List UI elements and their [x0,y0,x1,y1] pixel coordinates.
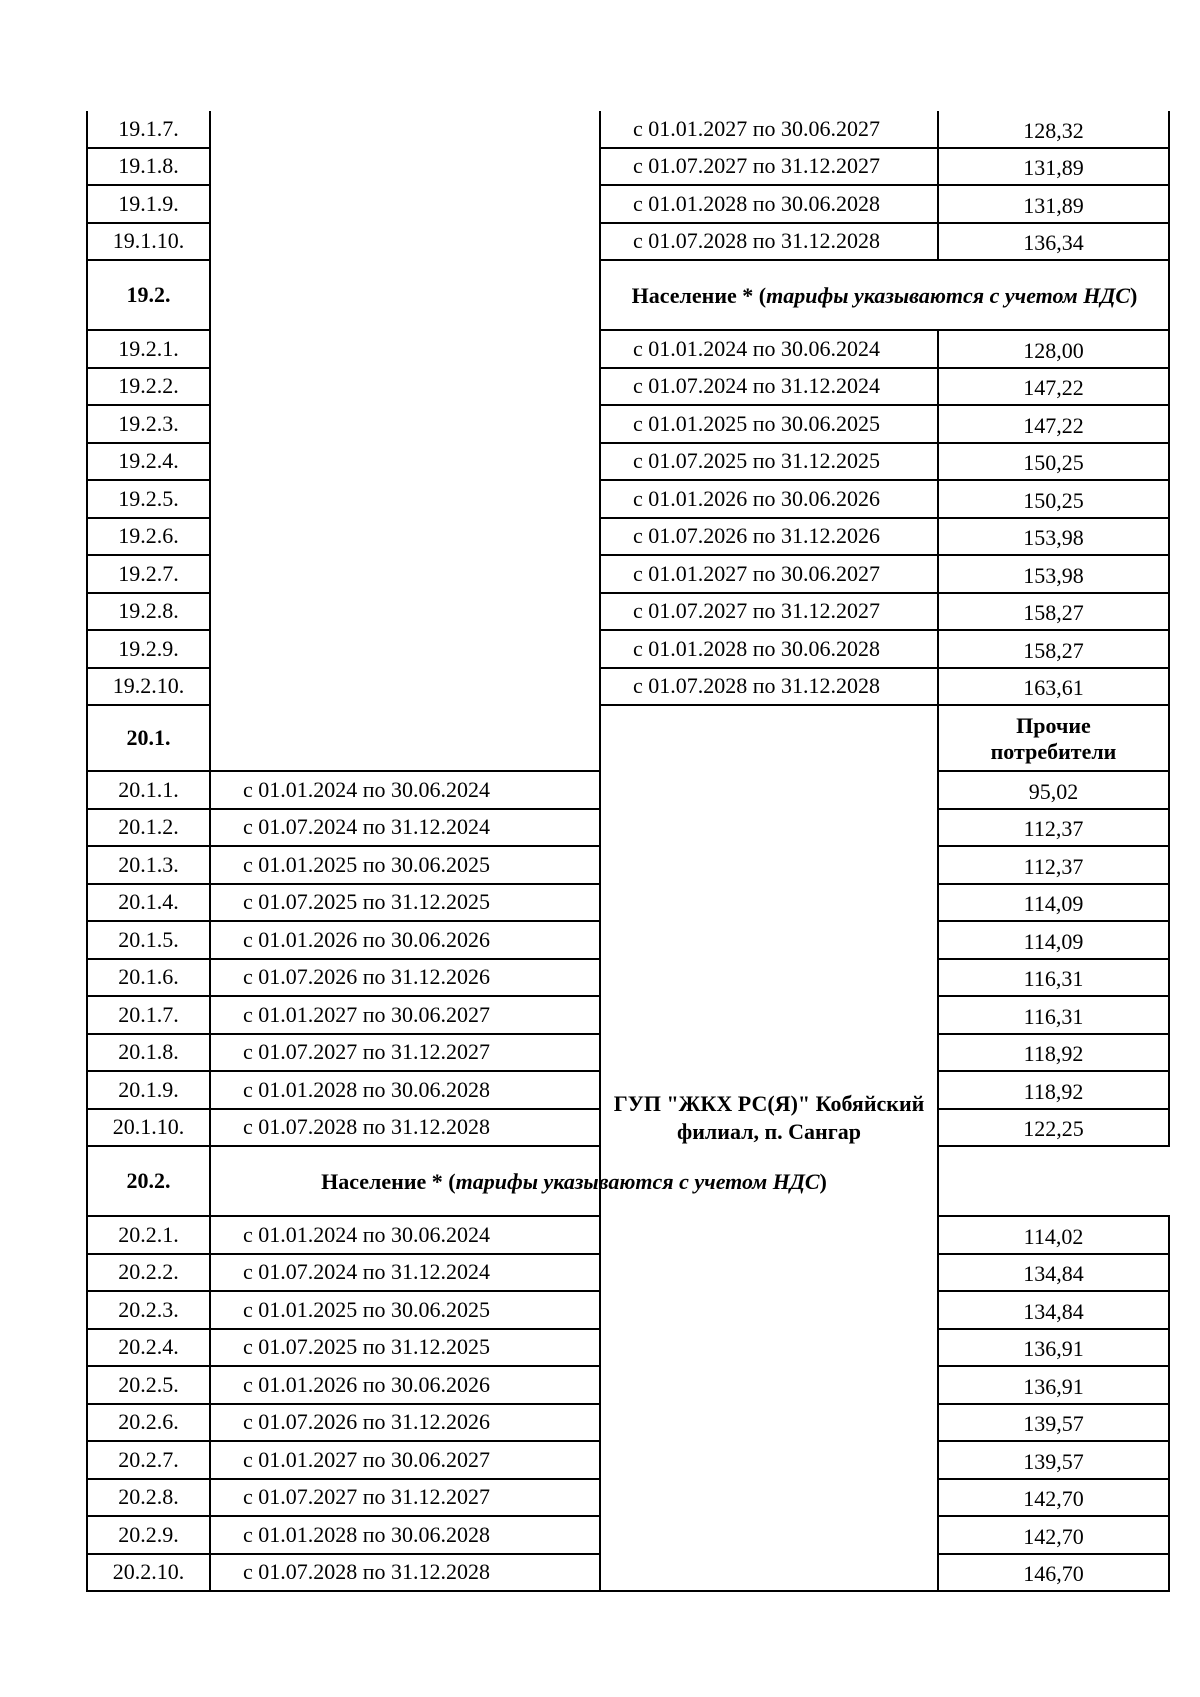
tariff-value: 147,22 [938,405,1169,443]
tariff-value: 131,89 [938,185,1169,223]
category-number: 20.1. [87,705,210,771]
row-number: 20.1.1. [87,771,210,809]
row-number: 20.1.7. [87,996,210,1034]
tariff-period: с 01.01.2027 по 30.06.2027 [210,1441,600,1479]
row-number: 19.1.7. [87,111,210,148]
row-number: 20.1.10. [87,1109,210,1147]
category-title-bold: Население * ( [321,1168,456,1194]
row-number: 20.2.3. [87,1291,210,1329]
tariff-value: 116,31 [938,996,1169,1034]
tariff-period: с 01.01.2027 по 30.06.2027 [600,555,938,593]
tariff-period: с 01.07.2025 по 31.12.2025 [210,1329,600,1367]
tariff-period: с 01.07.2025 по 31.12.2025 [210,884,600,922]
tariff-value: 134,84 [938,1291,1169,1329]
tariff-value: 116,31 [938,959,1169,997]
tariff-value: 142,70 [938,1479,1169,1517]
tariff-period: с 01.01.2026 по 30.06.2026 [600,480,938,518]
row-number: 20.2.2. [87,1254,210,1292]
category-title: Прочие потребители [938,705,1169,771]
tariff-value: 95,02 [938,771,1169,809]
row-number: 20.1.4. [87,884,210,922]
row-number: 19.2.8. [87,593,210,631]
organization-cell-top [210,111,600,771]
row-number: 19.2.10. [87,668,210,706]
row-number: 19.2.3. [87,405,210,443]
category-title-italic: тарифы указываются с учетом НДС [455,1168,820,1194]
category-title-bold: Население * ( [631,282,767,308]
tariff-value: 147,22 [938,368,1169,406]
row-number: 19.2.5. [87,480,210,518]
tariff-value: 136,91 [938,1366,1169,1404]
row-number: 20.2.5. [87,1366,210,1404]
category-number: 20.2. [87,1146,210,1216]
tariff-value: 131,89 [938,148,1169,186]
tariff-value: 136,34 [938,223,1169,261]
tariff-table [86,111,1170,1592]
tariff-value: 128,00 [938,330,1169,368]
row-number: 20.1.6. [87,959,210,997]
tariff-value: 139,57 [938,1404,1169,1442]
tariff-period: с 01.01.2025 по 30.06.2025 [600,405,938,443]
row-number: 19.2.2. [87,368,210,406]
tariff-value: 158,27 [938,593,1169,631]
row-number: 20.2.8. [87,1479,210,1517]
tariff-period: с 01.07.2026 по 31.12.2026 [210,959,600,997]
tariff-period: с 01.07.2024 по 31.12.2024 [210,1254,600,1292]
tariff-period: с 01.07.2028 по 31.12.2028 [210,1554,600,1592]
tariff-period: с 01.07.2024 по 31.12.2024 [600,368,938,406]
tariff-period: с 01.01.2024 по 30.06.2024 [210,771,600,809]
organization-name: ГУП "ЖКХ РС(Я)" Кобяйский филиал, п. Сангар [600,705,938,1591]
tariff-period: с 01.01.2028 по 30.06.2028 [600,630,938,668]
tariff-value: 114,02 [938,1216,1169,1254]
category-title [210,1146,938,1216]
tariff-period: с 01.07.2028 по 31.12.2028 [600,668,938,706]
tariff-value: 128,32 [938,111,1169,148]
tariff-period: с 01.07.2028 по 31.12.2028 [210,1109,600,1147]
category-title [600,260,1169,330]
tariff-period: с 01.07.2024 по 31.12.2024 [210,809,600,847]
tariff-period: с 01.01.2026 по 30.06.2026 [210,1366,600,1404]
category-row [87,1146,1169,1216]
tariff-value: 142,70 [938,1516,1169,1554]
row-number: 19.2.7. [87,555,210,593]
tariff-period: с 01.01.2026 по 30.06.2026 [210,921,600,959]
tariff-value: 118,92 [938,1034,1169,1072]
row-number: 20.2.10. [87,1554,210,1592]
tariff-period: с 01.07.2027 по 31.12.2027 [210,1034,600,1072]
tariff-period: с 01.07.2027 по 31.12.2027 [210,1479,600,1517]
tariff-period: с 01.07.2025 по 31.12.2025 [600,443,938,481]
tariff-value: 150,25 [938,480,1169,518]
category-title-close: ) [819,1168,827,1194]
row-number: 20.2.1. [87,1216,210,1254]
category-title-close: ) [1130,282,1138,308]
tariff-value: 112,37 [938,846,1169,884]
row-number: 20.1.3. [87,846,210,884]
row-number: 19.2.1. [87,330,210,368]
row-number: 19.2.6. [87,518,210,556]
tariff-period: с 01.01.2028 по 30.06.2028 [210,1516,600,1554]
row-number: 20.2.4. [87,1329,210,1367]
tariff-value: 112,37 [938,809,1169,847]
tariff-value: 114,09 [938,884,1169,922]
tariff-value: 153,98 [938,555,1169,593]
tariff-value: 118,92 [938,1071,1169,1109]
tariff-period: с 01.07.2027 по 31.12.2027 [600,593,938,631]
tariff-period: с 01.01.2027 по 30.06.2027 [600,111,938,148]
row-number: 19.2.9. [87,630,210,668]
row-number: 20.1.5. [87,921,210,959]
tariff-period: с 01.01.2025 по 30.06.2025 [210,846,600,884]
row-number: 20.1.9. [87,1071,210,1109]
tariff-period: с 01.01.2025 по 30.06.2025 [210,1291,600,1329]
tariff-period: с 01.07.2027 по 31.12.2027 [600,148,938,186]
tariff-value: 122,25 [938,1109,1169,1147]
tariff-value: 163,61 [938,668,1169,706]
tariff-period: с 01.07.2026 по 31.12.2026 [210,1404,600,1442]
table-row [87,111,1169,148]
category-title-italic: тарифы указываются с учетом НДС [766,282,1131,308]
row-number: 19.1.9. [87,185,210,223]
row-number: 20.1.2. [87,809,210,847]
category-number: 19.2. [87,260,210,330]
tariff-value: 158,27 [938,630,1169,668]
tariff-value: 139,57 [938,1441,1169,1479]
tariff-period: с 01.01.2028 по 30.06.2028 [600,185,938,223]
row-number: 19.1.10. [87,223,210,261]
tariff-period: с 01.01.2024 по 30.06.2024 [600,330,938,368]
row-number: 19.2.4. [87,443,210,481]
tariff-value: 153,98 [938,518,1169,556]
tariff-period: с 01.07.2026 по 31.12.2026 [600,518,938,556]
row-number: 19.1.8. [87,148,210,186]
row-number: 20.1.8. [87,1034,210,1072]
tariff-value: 136,91 [938,1329,1169,1367]
tariff-period: с 01.01.2027 по 30.06.2027 [210,996,600,1034]
tariff-value: 150,25 [938,443,1169,481]
row-number: 20.2.9. [87,1516,210,1554]
row-number: 20.2.6. [87,1404,210,1442]
tariff-value: 146,70 [938,1554,1169,1592]
tariff-value: 114,09 [938,921,1169,959]
row-number: 20.2.7. [87,1441,210,1479]
tariff-period: с 01.07.2028 по 31.12.2028 [600,223,938,261]
tariff-period: с 01.01.2028 по 30.06.2028 [210,1071,600,1109]
tariff-period: с 01.01.2024 по 30.06.2024 [210,1216,600,1254]
tariff-value: 134,84 [938,1254,1169,1292]
